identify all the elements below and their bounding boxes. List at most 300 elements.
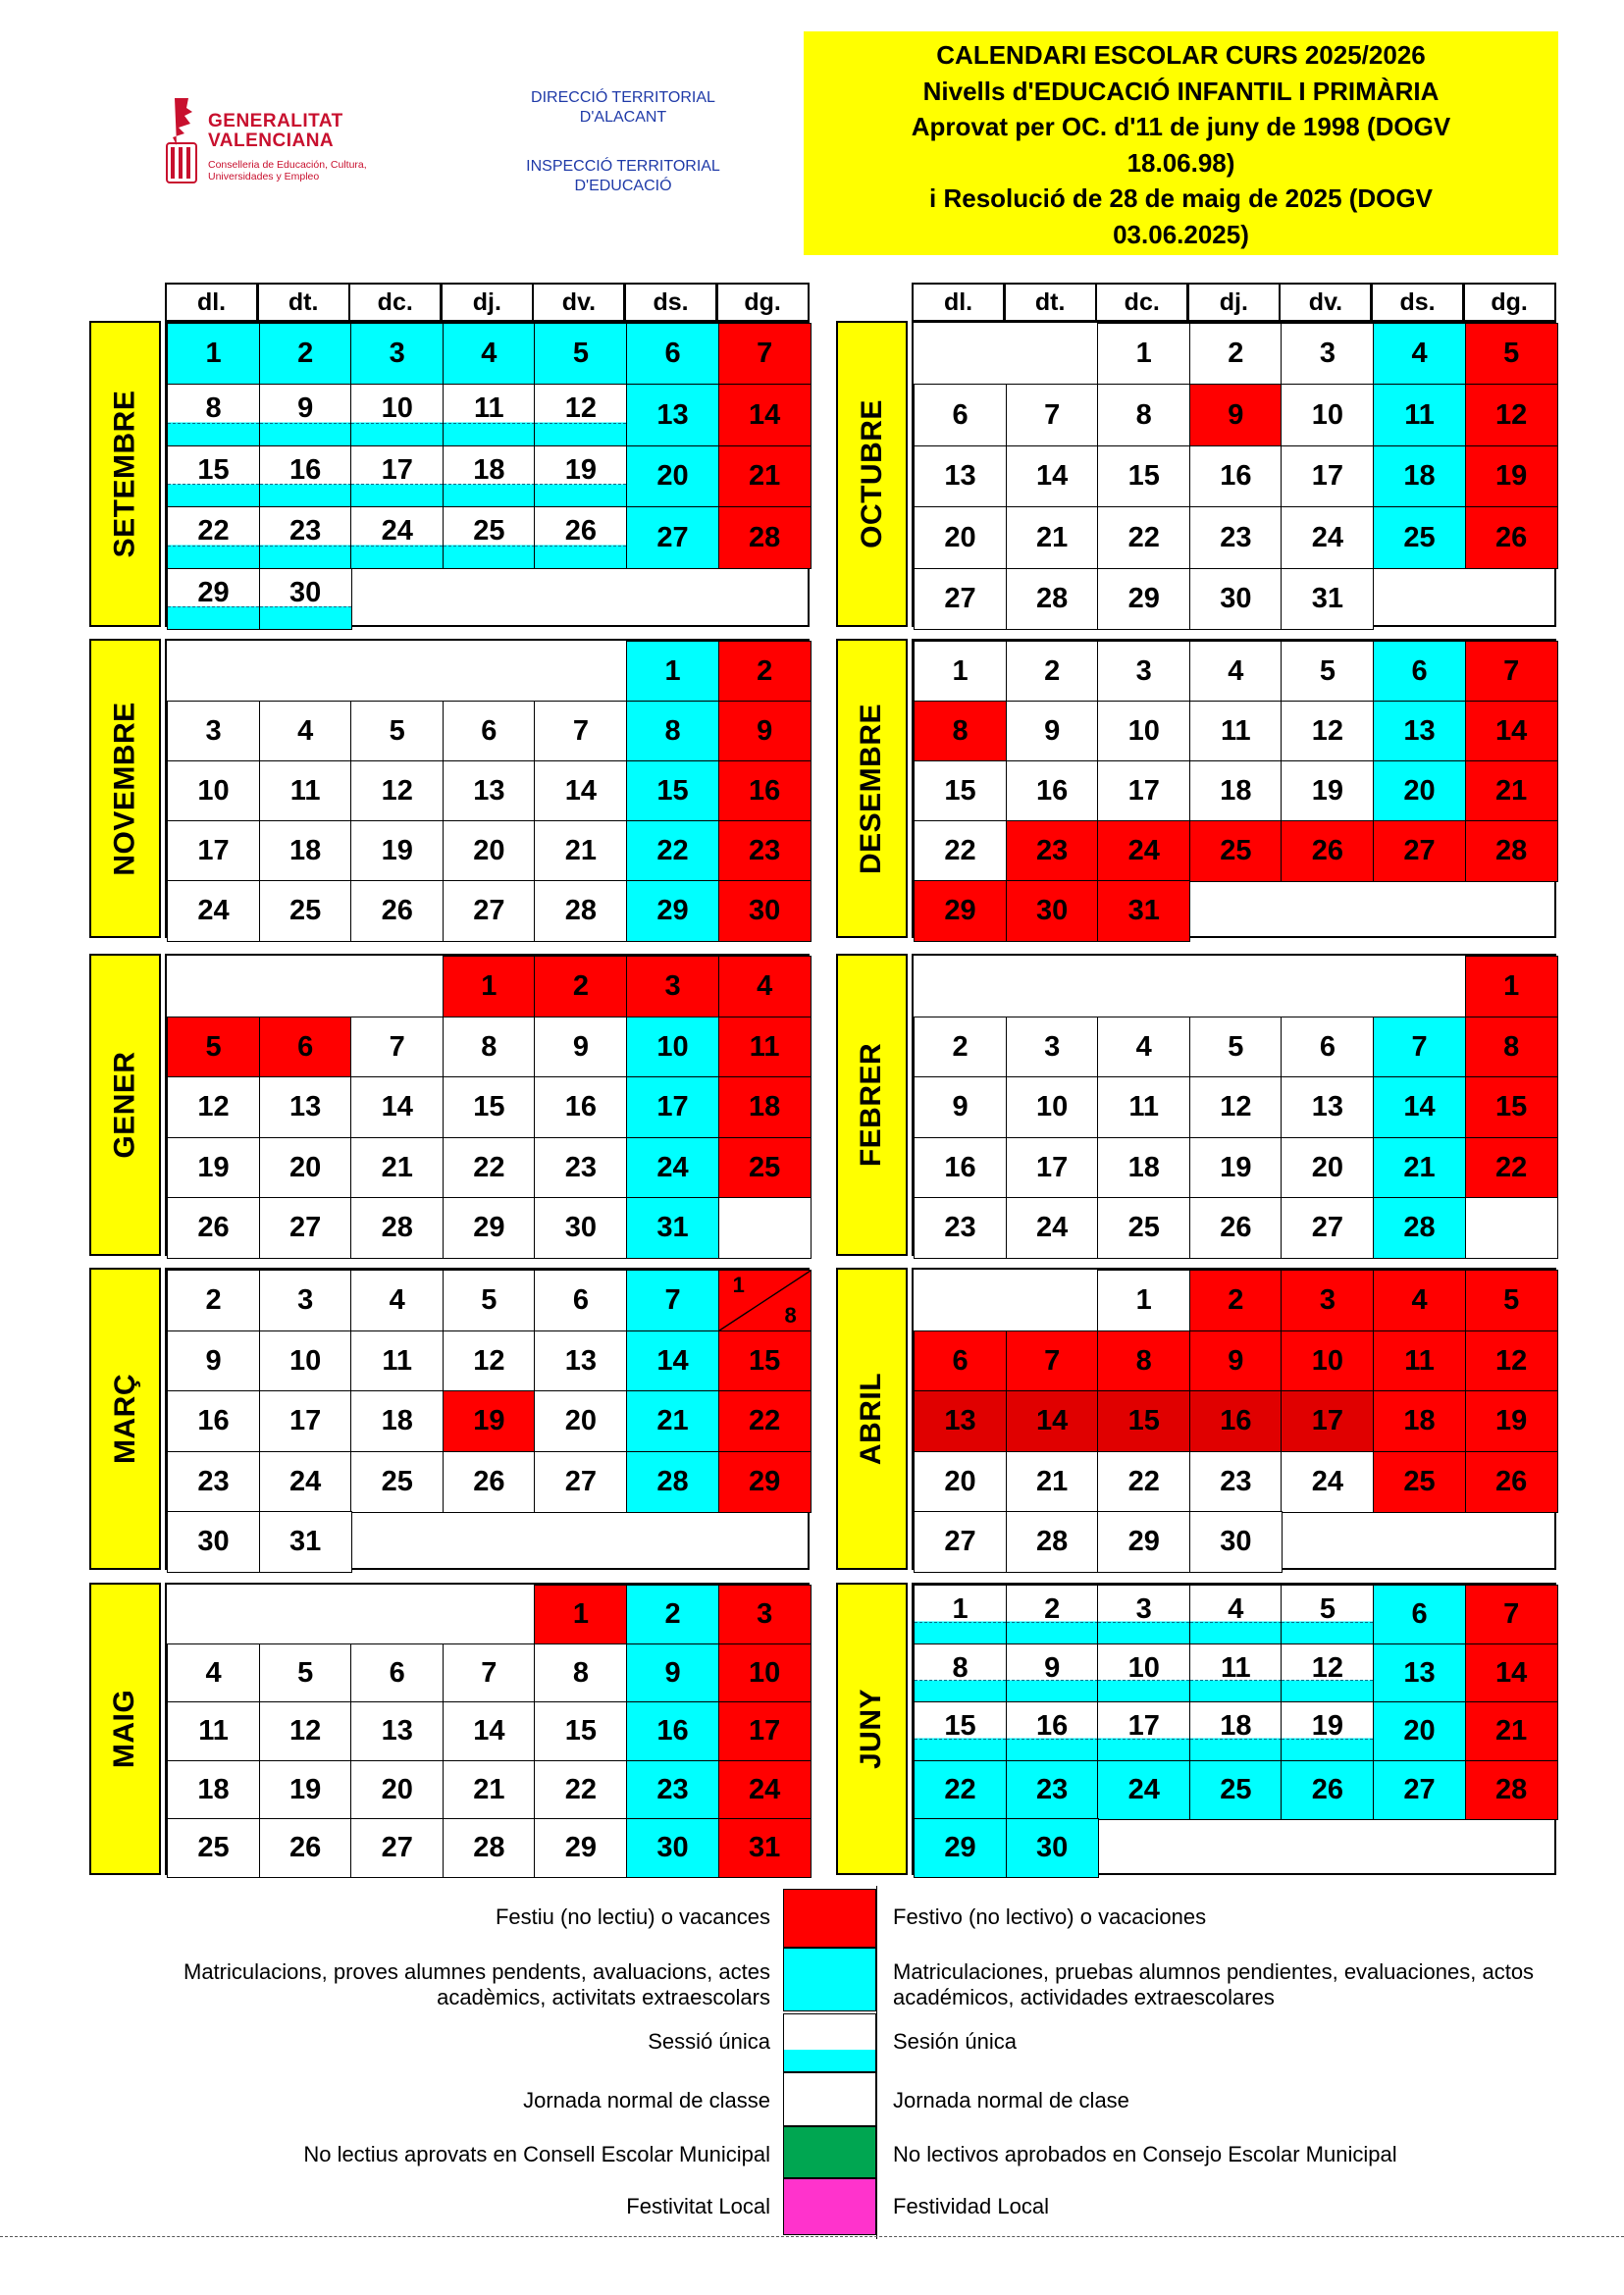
day-cell [1465, 1701, 1558, 1761]
day-cell [1006, 641, 1099, 703]
day-cell [626, 1760, 719, 1820]
day-number: 26 [473, 1465, 505, 1497]
day-cell [167, 1270, 260, 1331]
day-number: 26 [1311, 834, 1344, 866]
day-number: 7 [1044, 1344, 1061, 1377]
day-cell [259, 1076, 352, 1138]
direccio-line-2: D'ALACANT [579, 109, 667, 126]
day-number: 26 [1495, 1465, 1528, 1497]
day-number: 19 [473, 1405, 505, 1437]
day-cell [1006, 1701, 1099, 1761]
session-dashline [1007, 1680, 1098, 1681]
day-number: 10 [749, 1656, 781, 1689]
day-number: 24 [1311, 521, 1344, 553]
day-number: 25 [749, 1151, 781, 1183]
day-cell [1189, 1390, 1283, 1452]
day-cell [1097, 1197, 1190, 1259]
day-number: 12 [381, 774, 413, 807]
day-cell [350, 1818, 444, 1878]
day-cell [1097, 1585, 1190, 1644]
day-number: 18 [197, 1773, 230, 1805]
day-number: 4 [481, 338, 498, 370]
day-number: 3 [757, 1598, 773, 1631]
day-cell [718, 1076, 812, 1138]
session-dashline [1282, 1622, 1373, 1623]
day-cell [259, 1270, 352, 1331]
day-number: 11 [1128, 1091, 1160, 1123]
day-cell [259, 1451, 352, 1513]
day-number: 5 [1228, 1030, 1244, 1063]
day-cell [443, 1760, 536, 1820]
day-number: 4 [1411, 1284, 1428, 1317]
day-cell [626, 506, 719, 569]
title-line: CALENDARI ESCOLAR CURS 2025/2026 [936, 40, 1426, 70]
weekday-header-cell: dl. [165, 283, 258, 322]
day-cell [1097, 1451, 1190, 1513]
day-cell [1006, 820, 1099, 882]
day-number: 30 [564, 1212, 598, 1244]
session-dashline [168, 484, 259, 485]
session-dashline [1098, 1739, 1189, 1740]
day-cell [1465, 956, 1558, 1017]
day-cell [1189, 1076, 1283, 1138]
day-cell [1281, 1017, 1374, 1078]
day-cell [1281, 820, 1374, 882]
day-number: 27 [1403, 1773, 1436, 1805]
day-cell [1097, 1701, 1190, 1761]
day-cell [914, 506, 1007, 569]
day-cell [167, 820, 260, 882]
session-dashline [1098, 1680, 1189, 1681]
day-number: 9 [757, 714, 773, 747]
day-cell [167, 568, 260, 631]
day-number: 9 [1228, 398, 1244, 431]
day-number: 29 [944, 1832, 976, 1864]
day-number: 27 [944, 583, 976, 615]
day-number: 25 [1220, 1773, 1252, 1805]
day-number: 29 [749, 1465, 781, 1497]
day-number: 2 [572, 970, 589, 1003]
day-cell [626, 956, 719, 1017]
day-number: 27 [564, 1465, 598, 1497]
day-cell [534, 701, 627, 762]
day-cell [1006, 880, 1099, 942]
session-dashline [260, 546, 351, 547]
month-name: ABRIL [855, 1372, 888, 1466]
day-cell [350, 1451, 444, 1513]
day-cell [167, 1701, 260, 1761]
day-cell [534, 820, 627, 882]
day-number: 25 [197, 1832, 230, 1864]
day-number: 8 [664, 714, 681, 747]
day-cell [1465, 1330, 1558, 1392]
day-number: 7 [1503, 654, 1520, 687]
session-dashline [168, 546, 259, 547]
title-line: i Resolució de 28 de maig de 2025 (DOGV [929, 183, 1433, 213]
day-number: 19 [1311, 1710, 1344, 1743]
legend-label-es: No lectivos aprobados en Consejo Escolar Municipal [893, 2142, 1397, 2166]
title-line: 03.06.2025) [1113, 219, 1249, 249]
day-number: 9 [1044, 1651, 1061, 1684]
day-number: 27 [289, 1212, 322, 1244]
day-cell [1373, 1137, 1466, 1199]
day-number: 7 [481, 1656, 498, 1689]
day-number: 21 [656, 1405, 689, 1437]
day-cell [1189, 568, 1283, 631]
weekday-header-cell: dj. [1187, 283, 1281, 322]
day-cell [1189, 1701, 1283, 1761]
day-number: 25 [1403, 521, 1436, 553]
day-cell [1465, 1270, 1558, 1331]
day-number: 16 [944, 1151, 976, 1183]
generalitat-logo [165, 94, 420, 188]
month-label [836, 639, 908, 938]
day-cell [1373, 760, 1466, 822]
day-cell [259, 568, 352, 631]
day-cell [914, 1017, 1007, 1078]
day-number: 17 [1127, 774, 1160, 807]
day-cell [167, 323, 260, 386]
month-grid [912, 1268, 1556, 1570]
day-cell [1465, 760, 1558, 822]
day-number: 31 [289, 1526, 322, 1558]
day-number: 7 [1503, 1598, 1520, 1631]
day-number: 9 [952, 1091, 969, 1123]
day-number: 18 [749, 1091, 781, 1123]
month-label [89, 639, 161, 938]
day-cell [443, 445, 536, 508]
day-number: 6 [481, 714, 498, 747]
day-number: 29 [1127, 583, 1160, 615]
day-number: 10 [656, 1030, 689, 1063]
day-number: 15 [564, 1715, 598, 1747]
session-dashline [1007, 1739, 1098, 1740]
day-number: 6 [1319, 1030, 1336, 1063]
day-cell [718, 1197, 812, 1259]
day-number: 4 [297, 714, 314, 747]
day-cell [167, 1511, 260, 1573]
day-cell [718, 820, 812, 882]
day-cell [534, 384, 627, 446]
day-cell [1373, 506, 1466, 569]
day-cell [718, 701, 812, 762]
day-cell [1373, 1197, 1466, 1259]
day-number: 27 [381, 1832, 413, 1864]
day-cell [718, 384, 812, 446]
day-cell [626, 323, 719, 386]
day-number: 16 [1220, 460, 1252, 493]
day-number: 17 [1311, 1405, 1344, 1437]
day-number: 31 [749, 1832, 781, 1864]
day-cell [1465, 445, 1558, 508]
day-cell [167, 701, 260, 762]
day-cell [1189, 506, 1283, 569]
day-number: 12 [564, 392, 598, 425]
day-cell [1465, 1137, 1558, 1199]
day-cell [534, 1017, 627, 1078]
day-number: 11 [1404, 1344, 1435, 1377]
day-number: 20 [1403, 774, 1436, 807]
day-cell [1006, 384, 1099, 446]
day-cell [534, 1076, 627, 1138]
day-cell [914, 1701, 1007, 1761]
day-number: 15 [749, 1344, 781, 1377]
day-number: 18 [1403, 460, 1436, 493]
day-cell [1097, 445, 1190, 508]
day-cell [626, 1017, 719, 1078]
day-cell [1465, 506, 1558, 569]
day-number: 20 [944, 521, 976, 553]
month-grid [165, 321, 810, 627]
day-cell [1189, 1760, 1283, 1820]
session-dashline [915, 1739, 1006, 1740]
day-cell [914, 1076, 1007, 1138]
day-number: 5 [297, 1656, 314, 1689]
day-cell [1189, 323, 1283, 386]
day-cell [1281, 445, 1374, 508]
legend-label-val: Festivitat Local [626, 2194, 770, 2218]
day-number: 20 [473, 834, 505, 866]
day-number: 21 [1036, 1465, 1069, 1497]
day-cell [443, 1017, 536, 1078]
day-cell [1373, 820, 1466, 882]
day-number: 5 [572, 338, 589, 370]
day-number: 17 [381, 453, 413, 486]
day-number: 5 [1503, 1284, 1520, 1317]
day-number: 24 [197, 894, 230, 926]
day-cell [259, 445, 352, 508]
day-cell [718, 880, 812, 942]
day-number: 9 [572, 1030, 589, 1063]
day-cell [259, 1511, 352, 1573]
day-number: 31 [1311, 583, 1344, 615]
day-number: 7 [389, 1030, 405, 1063]
day-number: 6 [297, 1030, 314, 1063]
month-grid [165, 1268, 810, 1570]
day-cell [167, 1197, 260, 1259]
day-cell [718, 1643, 812, 1703]
day-number: 27 [1311, 1212, 1344, 1244]
day-number: 1 [1135, 338, 1152, 370]
legend-label-val: Matriculacions, proves alumnes pendents, avaluacions, actes acadèmics, activitats extraescolars [183, 1959, 770, 2009]
day-number: 16 [749, 774, 781, 807]
day-number: 7 [757, 338, 773, 370]
day-cell [1281, 323, 1374, 386]
legend-swatch [783, 1948, 876, 2011]
day-cell [1189, 1137, 1283, 1199]
month-label [836, 1583, 908, 1875]
day-cell [1465, 384, 1558, 446]
legend-label-es: Jornada normal de clase [893, 2088, 1129, 2112]
day-number: 15 [944, 774, 976, 807]
day-cell [534, 1270, 627, 1331]
day-number: 2 [205, 1284, 222, 1317]
legend-label-val: Jornada normal de classe [523, 2088, 770, 2112]
day-number: 24 [1036, 1212, 1069, 1244]
session-dashline [535, 423, 626, 424]
day-number: 25 [1403, 1465, 1436, 1497]
day-number: 23 [656, 1773, 689, 1805]
day-cell [350, 323, 444, 386]
session-dashline [1282, 1739, 1373, 1740]
month-label [836, 321, 908, 627]
legend-label-es: Festividad Local [893, 2194, 1049, 2218]
day-cell [1006, 701, 1099, 762]
day-number: 17 [1127, 1710, 1160, 1743]
day-cell [443, 1076, 536, 1138]
legend-swatch [783, 2126, 876, 2178]
day-cell [1373, 1270, 1466, 1331]
day-number: 20 [944, 1465, 976, 1497]
day-number: 11 [289, 774, 321, 807]
day-cell [1097, 1643, 1190, 1703]
day-cell [350, 760, 444, 822]
day-cell [914, 1643, 1007, 1703]
month-name: SETEMBRE [108, 390, 141, 558]
day-cell [1281, 1585, 1374, 1644]
day-cell [534, 760, 627, 822]
day-cell [1373, 1451, 1466, 1513]
day-cell [350, 384, 444, 446]
day-cell [1006, 1643, 1099, 1703]
day-cell [1465, 1585, 1558, 1644]
day-number: 4 [389, 1284, 405, 1317]
day-cell [718, 323, 812, 386]
day-number: 15 [473, 1091, 505, 1123]
day-cell [443, 760, 536, 822]
day-cell [1373, 641, 1466, 703]
day-cell [167, 1818, 260, 1878]
day-cell [350, 701, 444, 762]
day-number: 29 [656, 894, 689, 926]
day-number: 20 [289, 1151, 322, 1183]
day-cell [1189, 1511, 1283, 1573]
session-dashline [444, 423, 535, 424]
day-cell [914, 760, 1007, 822]
day-number: 23 [944, 1212, 976, 1244]
day-cell [1189, 445, 1283, 508]
month-label [836, 954, 908, 1256]
day-cell [1465, 820, 1558, 882]
month-grid [912, 954, 1556, 1256]
day-number: 9 [1044, 714, 1061, 747]
day-number: 30 [656, 1832, 689, 1864]
day-cell [914, 1818, 1007, 1878]
weekday-header-cell: dt. [257, 283, 350, 322]
day-number: 7 [1044, 398, 1061, 431]
month-grid [165, 639, 810, 938]
day-number: 30 [749, 894, 781, 926]
inspeccio-line-2: D'EDUCACIÓ [574, 178, 672, 194]
day-cell [350, 1197, 444, 1259]
day-cell [350, 820, 444, 882]
day-number: 9 [297, 392, 314, 425]
day-cell [1373, 1643, 1466, 1703]
day-number: 13 [1311, 1091, 1344, 1123]
day-cell [350, 1076, 444, 1138]
day-cell [1097, 323, 1190, 386]
day-number: 12 [1311, 1651, 1344, 1684]
day-cell [626, 1137, 719, 1199]
day-cell [1281, 1076, 1374, 1138]
day-cell [718, 1585, 812, 1644]
day-number: 2 [1228, 1284, 1244, 1317]
day-number: 29 [564, 1832, 598, 1864]
direccio-territorial [510, 88, 736, 196]
day-cell [1373, 445, 1466, 508]
day-cell [1373, 1701, 1466, 1761]
day-number: 14 [381, 1091, 413, 1123]
month-label [836, 1268, 908, 1570]
day-cell [1097, 1076, 1190, 1138]
day-cell [167, 1760, 260, 1820]
day-number: 24 [381, 515, 413, 548]
day-number: 3 [1319, 1284, 1336, 1317]
day-cell [914, 820, 1007, 882]
day-cell [443, 1270, 536, 1331]
day-cell [1465, 1197, 1558, 1259]
day-cell [534, 956, 627, 1017]
day-cell [534, 1137, 627, 1199]
day-cell [718, 760, 812, 822]
day-number: 1 [205, 338, 222, 370]
day-cell [1281, 568, 1374, 631]
day-number: 22 [749, 1405, 781, 1437]
day-number: 18 [289, 834, 322, 866]
day-cell [1189, 384, 1283, 446]
day-cell [350, 1760, 444, 1820]
day-number: 13 [381, 1715, 413, 1747]
day-number: 6 [952, 1344, 969, 1377]
day-cell [350, 1330, 444, 1392]
day-number: 29 [944, 894, 976, 926]
day-number: 16 [197, 1405, 230, 1437]
day-number: 6 [952, 398, 969, 431]
session-dashline [1007, 1622, 1098, 1623]
day-number: 3 [1135, 1593, 1152, 1625]
day-number: 26 [1311, 1773, 1344, 1805]
day-number: 28 [1036, 583, 1069, 615]
day-cell [626, 1701, 719, 1761]
day-number: 3 [389, 338, 405, 370]
day-number: 13 [289, 1091, 322, 1123]
month-grid [165, 1583, 810, 1875]
day-cell [259, 1760, 352, 1820]
day-cell [1189, 760, 1283, 822]
day-number: 5 [389, 714, 405, 747]
day-number: 12 [197, 1091, 230, 1123]
day-number: 21 [749, 460, 781, 493]
weekday-header-cell: ds. [624, 283, 717, 322]
day-cell [914, 641, 1007, 703]
day-number: 16 [1036, 1710, 1069, 1743]
day-number: 22 [944, 834, 976, 866]
day-cell [1006, 1760, 1099, 1820]
session-dashline [351, 423, 443, 424]
day-cell [350, 1270, 444, 1331]
day-cell [718, 1701, 812, 1761]
day-cell [167, 445, 260, 508]
day-cell [914, 1760, 1007, 1820]
day-number: 23 [1220, 521, 1252, 553]
day-number: 24 [1127, 834, 1160, 866]
day-number: 8 [481, 1030, 498, 1063]
day-number: 25 [1220, 834, 1252, 866]
day-number: 28 [1036, 1526, 1069, 1558]
day-cell [443, 820, 536, 882]
day-cell [259, 1390, 352, 1452]
day-cell [259, 1137, 352, 1199]
